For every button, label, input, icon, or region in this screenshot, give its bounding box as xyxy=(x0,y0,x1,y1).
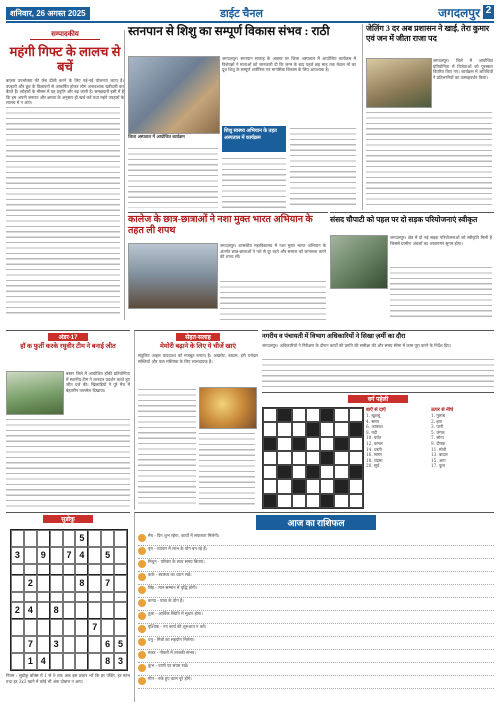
crossword-across-10: 20. सूर्य xyxy=(366,463,380,469)
zodiac-sign-icon xyxy=(138,547,146,555)
zodiac-sign-icon xyxy=(138,638,146,646)
sudoku-cell[interactable]: 5 xyxy=(114,636,127,653)
sudoku-cell[interactable]: 4 xyxy=(24,602,37,619)
sudoku-cell[interactable] xyxy=(63,564,76,575)
transfer-body: जगदलपुर। अधिकारियों ने निरीक्षण के दौरान कार्यों की प्रगति की समीक्षा की और समय सीमा में काम पूरा करने के निर्देश दिए। xyxy=(262,343,452,348)
zodiac-sign-icon xyxy=(138,586,146,594)
sudoku-cell[interactable] xyxy=(11,592,24,603)
right-top-headline: जेलिंग 3 दर अब प्रशासन ने खाई, तेरा कुमार एवं जन में जीता राजा पद xyxy=(366,24,490,43)
zodiac-sign-icon xyxy=(138,612,146,620)
sudoku-cell[interactable] xyxy=(24,547,37,564)
crossword-across-6: 12. कमल xyxy=(366,440,383,446)
horoscope-text: वृश्चिक - नए कार्य की शुरुआत न करें। xyxy=(148,624,207,629)
horoscope-row xyxy=(138,559,494,572)
parliament-text-lines xyxy=(390,265,492,321)
sudoku-cell[interactable] xyxy=(11,619,24,636)
horoscope-text: धनु - मित्रों का सहयोग मिलेगा। xyxy=(148,637,195,642)
crossword-across-1: 1. ख़ुशबू xyxy=(366,413,380,418)
parliament-story xyxy=(330,212,494,323)
sudoku-cell[interactable]: 4 xyxy=(75,547,88,564)
sudoku-cell[interactable] xyxy=(63,592,76,603)
lead-headline: स्तनपान से शिशु का सम्पूर्ण विकास संभव : राठी xyxy=(128,24,330,38)
sudoku-cell[interactable]: 2 xyxy=(24,575,37,592)
crossword-down-10: 17. फूल xyxy=(431,463,446,469)
sudoku-cell[interactable] xyxy=(11,575,24,592)
sudoku-title: सुडोकु xyxy=(43,515,93,523)
sudoku-cell[interactable] xyxy=(63,602,76,619)
sudoku-cell[interactable]: 3 xyxy=(11,547,24,564)
sudoku-cell[interactable] xyxy=(75,619,88,636)
zodiac-sign-icon xyxy=(138,599,146,607)
health-section xyxy=(134,330,258,510)
horoscope-text: कर्क - स्वास्थ्य का ध्यान रखें। xyxy=(148,572,192,577)
sudoku-cell[interactable] xyxy=(63,575,76,592)
crossword-across-9: 18. चंद्रमा xyxy=(366,457,383,463)
sudoku-cell[interactable] xyxy=(50,592,63,603)
horoscope-section xyxy=(134,512,494,702)
sudoku-cell[interactable] xyxy=(114,592,127,603)
sudoku-cell[interactable] xyxy=(63,636,76,653)
parliament-photo xyxy=(330,235,388,289)
sudoku-cell[interactable] xyxy=(37,564,50,575)
sudoku-cell[interactable]: 1 xyxy=(24,653,37,670)
lead-text-lines-a xyxy=(128,146,218,208)
crossword-section xyxy=(262,392,494,511)
sudoku-cell[interactable] xyxy=(75,592,88,603)
horoscope-row xyxy=(138,650,494,663)
lead-body: जगदलपुर। स्तनपान सप्ताह के अवसर पर जिला अस्पताल में आयोजित कार्यक्रम में विशेषज्ञों ने माताओं को जानकारी दी कि जन्म के बाद पहले छह माह तक केवल माँ का दूध शिशु के सम्पूर्ण शारीरिक एवं मानसिक विकास के लिए आवश्यक है। xyxy=(222,56,356,73)
horoscope-row xyxy=(138,533,494,546)
crossword-across-7: 14. धरती xyxy=(366,446,382,452)
crossword-down-5: 7. सोना xyxy=(431,435,444,441)
sports-label: अंडर-17 xyxy=(48,333,88,341)
college-text-lines xyxy=(220,279,326,321)
sudoku-cell[interactable] xyxy=(11,564,24,575)
sudoku-cell[interactable] xyxy=(88,564,101,575)
crossword-across-5: 10. पर्वत xyxy=(366,435,382,441)
crossword-down-7: 11. मोती xyxy=(431,446,447,452)
college-story xyxy=(128,212,328,323)
sports-text-lines xyxy=(6,417,130,509)
sudoku-cell[interactable] xyxy=(63,619,76,636)
sudoku-cell[interactable]: 7 xyxy=(88,619,101,636)
sudoku-cell[interactable] xyxy=(101,619,114,636)
sudoku-cell[interactable] xyxy=(88,602,101,619)
sudoku-cell[interactable] xyxy=(101,530,114,547)
sudoku-cell[interactable] xyxy=(50,564,63,575)
crossword-across-2: 4. समय xyxy=(366,418,380,424)
right-top-photo xyxy=(366,58,432,108)
crossword-clues xyxy=(366,407,494,507)
transfer-headline: नगरीय व पंचायती में विभाग अधिकारियों ने सिखा ज़र्मी का दौरा xyxy=(262,333,406,340)
transfer-text-lines xyxy=(262,357,494,389)
sudoku-cell[interactable] xyxy=(114,575,127,592)
parliament-headline: संसद चौपाटी को पहल पर दो सड़क परियोजनाएं स्वीकृत xyxy=(330,215,478,224)
lead-photo xyxy=(128,56,220,134)
horoscope-text: मकर - नौकरी में तरक्की संभव। xyxy=(148,650,196,655)
sudoku-cell[interactable] xyxy=(37,602,50,619)
crossword-down-9: 15. आग xyxy=(431,457,446,463)
right-top-story xyxy=(362,24,494,210)
crossword-across-3: 6. आकाश xyxy=(366,424,383,430)
health-headline: मेमोरी बढ़ाने के लिए ये चीजें खाएं xyxy=(160,343,236,350)
lead-story xyxy=(128,24,358,210)
crossword-down-6: 9. दीपक xyxy=(431,440,446,446)
sudoku-cell[interactable]: 3 xyxy=(114,653,127,670)
editorial-text-lines xyxy=(6,105,120,315)
zodiac-sign-icon xyxy=(138,677,146,685)
sudoku-cell[interactable] xyxy=(114,530,127,547)
sudoku-cell[interactable]: 8 xyxy=(75,575,88,592)
sudoku-cell[interactable] xyxy=(101,564,114,575)
sports-section xyxy=(6,330,130,511)
sudoku-cell[interactable] xyxy=(24,592,37,603)
crossword-grid[interactable] xyxy=(262,407,364,509)
right-top-text-lines xyxy=(366,110,492,208)
horoscope-text: सिंह - मान-सम्मान में वृद्धि होगी। xyxy=(148,585,198,590)
horoscope-text: वृष - व्यापार में लाभ के योग बन रहे हैं। xyxy=(148,546,208,551)
sudoku-cell[interactable] xyxy=(114,547,127,564)
sudoku-cell[interactable]: 7 xyxy=(24,636,37,653)
crossword-down-3: 3. पानी xyxy=(431,424,444,430)
horoscope-list xyxy=(138,533,494,689)
crossword-down-2: 2. हवा xyxy=(431,418,442,424)
sudoku-cell[interactable]: 8 xyxy=(101,653,114,670)
editorial-label: सम्पादकीय xyxy=(30,30,100,40)
zodiac-sign-icon xyxy=(138,625,146,633)
crossword-down-title: ऊपर से नीचे xyxy=(431,407,454,413)
page-number: 2 xyxy=(483,5,494,19)
crossword-down-4: 5. जंगल xyxy=(431,429,445,435)
horoscope-title: आज का राशिफल xyxy=(256,515,376,530)
sudoku-cell[interactable] xyxy=(50,619,63,636)
horoscope-row xyxy=(138,637,494,650)
crossword-across-title: बाएँ से दाएँ xyxy=(366,407,386,413)
lead-text-lines-b xyxy=(290,126,356,208)
editorial-body: बाज़ार उपभोक्ता की जेब ढीली करने के लिए नई-नई योजनाएं लाता है। उपहारों और छूट के विज्ञापनों से आकर्षित होकर लोग अनावश्यक खरीदारी कर बैठते हैं। त्योहारों के मौसम में यह प्रवृत्ति और बढ़ जाती है। समझदारी इसी में है कि हम अपनी ज़रूरत और क्षमता के अनुसार ही खर्च करें तथा महंगे उपहारों के लालच में न आएं। xyxy=(6,78,124,106)
college-body: जगदलपुर। शासकीय महाविद्यालय में नशा मुक्त भारत अभियान के अंतर्गत छात्र-छात्राओं ने नशे से दूर रहने और समाज को जागरूक करने की शपथ ली। xyxy=(220,243,326,260)
sudoku-cell[interactable] xyxy=(24,530,37,547)
sudoku-cell[interactable] xyxy=(88,530,101,547)
sudoku-cell[interactable] xyxy=(63,530,76,547)
sudoku-cell[interactable] xyxy=(88,636,101,653)
health-label: सेहत-सलाह xyxy=(176,333,220,341)
sudoku-cell[interactable]: 7 xyxy=(101,575,114,592)
sudoku-cell[interactable] xyxy=(37,530,50,547)
horoscope-row xyxy=(138,546,494,559)
sudoku-cell[interactable] xyxy=(75,602,88,619)
sudoku-cell[interactable] xyxy=(88,653,101,670)
sudoku-cell[interactable] xyxy=(88,575,101,592)
sudoku-cell[interactable] xyxy=(101,602,114,619)
sudoku-cell[interactable]: 5 xyxy=(75,530,88,547)
sudoku-cell[interactable] xyxy=(24,619,37,636)
horoscope-text: मिथुन - परिवार के साथ समय बिताएं। xyxy=(148,559,205,564)
sudoku-cell[interactable] xyxy=(11,653,24,670)
editorial-column xyxy=(6,30,125,320)
horoscope-row xyxy=(138,572,494,585)
horoscope-row xyxy=(138,624,494,637)
sudoku-cell[interactable] xyxy=(114,602,127,619)
college-headline: कालेज के छात्र-छात्राओं ने नशा मुक्त भारत अभियान के तहत ली शपथ xyxy=(128,215,313,236)
sudoku-cell[interactable]: 3 xyxy=(50,636,63,653)
horoscope-text: कुंभ - वाणी पर संयम रखें। xyxy=(148,663,189,668)
sudoku-grid[interactable] xyxy=(10,529,128,671)
sudoku-cell[interactable] xyxy=(50,530,63,547)
health-photo xyxy=(199,387,257,429)
sudoku-cell[interactable] xyxy=(101,592,114,603)
sudoku-cell[interactable]: 7 xyxy=(63,547,76,564)
sudoku-cell[interactable] xyxy=(37,619,50,636)
sudoku-cell[interactable] xyxy=(11,636,24,653)
sudoku-cell[interactable] xyxy=(75,653,88,670)
sudoku-cell[interactable] xyxy=(37,592,50,603)
sudoku-cell[interactable]: 9 xyxy=(37,547,50,564)
sudoku-cell[interactable] xyxy=(37,575,50,592)
sports-body: बस्तर जिले में आयोजित हॉकी प्रतियोगिता में स्थानीय टीम ने शानदार प्रदर्शन करते हुए जीत दर्ज की। खिलाड़ियों ने पूरे मैच में बेहतरीन तालमेल दिखाया। xyxy=(66,371,130,393)
sudoku-cell[interactable] xyxy=(114,564,127,575)
sudoku-cell[interactable]: 6 xyxy=(101,636,114,653)
sports-headline: हॉ क फुर्ती करके रघुवीर टीम ने बनाई जीत xyxy=(20,343,116,350)
sudoku-cell[interactable]: 5 xyxy=(101,547,114,564)
channel-name: डाईट चैनल xyxy=(220,8,263,20)
sudoku-cell[interactable] xyxy=(88,592,101,603)
sudoku-cell[interactable]: 4 xyxy=(37,653,50,670)
sudoku-cell[interactable] xyxy=(88,547,101,564)
zodiac-sign-icon xyxy=(138,534,146,542)
horoscope-text: मीन - रुके हुए काम पूरे होंगे। xyxy=(148,676,192,681)
crossword-down-8: 13. बादल xyxy=(431,452,448,458)
sudoku-rule: नियम : सुडोकु बॉक्स में 1 से 9 तक अंक इस प्रकार भरें कि हर पंक्ति, हर स्तंभ तथा हर 3x3 खाने में कोई भी अंक दोबारा न आए। xyxy=(6,673,130,684)
sudoku-cell[interactable] xyxy=(114,619,127,636)
college-photo xyxy=(128,243,218,309)
transfer-story xyxy=(262,330,494,391)
health-text-lines-a xyxy=(138,387,196,507)
horoscope-row xyxy=(138,676,494,689)
paper-name: जगदलपुर xyxy=(438,6,480,20)
editorial-title: महंगी गिफ्ट के लालच से बचें xyxy=(9,44,121,74)
sudoku-cell[interactable]: 8 xyxy=(50,602,63,619)
health-body: संतुलित आहार याददाश्त को मजबूत बनाता है। अखरोट, बादाम, हरी पत्तेदार सब्जियाँ और फल मस्तिष्क के लिए लाभदायक हैं। xyxy=(138,353,258,364)
crossword-down-1: 1. गुलाब xyxy=(431,413,445,418)
crossword-across-4: 8. नदी xyxy=(366,429,377,435)
zodiac-sign-icon xyxy=(138,560,146,568)
health-text-lines-b xyxy=(199,431,255,507)
zodiac-sign-icon xyxy=(138,664,146,672)
zodiac-sign-icon xyxy=(138,651,146,659)
right-top-body: जगदलपुर। जिले में आयोजित प्रतियोगिता में विजेताओं को पुरस्कार वितरित किए गए। कार्यक्रम में अतिथियों ने प्रतिभागियों का उत्साहवर्धन किया। xyxy=(433,58,493,80)
sudoku-cell[interactable] xyxy=(24,564,37,575)
horoscope-row xyxy=(138,663,494,676)
sudoku-cell[interactable] xyxy=(50,547,63,564)
issue-date: शनिवार, 26 अगस्त 2025 xyxy=(6,7,90,20)
horoscope-text: मेष - दिन शुभ रहेगा, कार्यों में सफलता मिलेगी। xyxy=(148,533,220,538)
lead-text-lines-c xyxy=(222,156,286,208)
sudoku-cell[interactable] xyxy=(37,636,50,653)
horoscope-row xyxy=(138,611,494,624)
horoscope-row xyxy=(138,598,494,611)
lead-photo-caption: जिला अस्पताल में आयोजित कार्यक्रम xyxy=(128,134,185,139)
horoscope-text: कन्या - यात्रा के योग हैं। xyxy=(148,598,184,603)
sudoku-section xyxy=(6,512,130,703)
sudoku-cell[interactable] xyxy=(11,530,24,547)
crossword-title: वर्ग पहेली xyxy=(348,395,408,403)
sports-photo xyxy=(6,371,64,415)
zodiac-sign-icon xyxy=(138,573,146,581)
crossword-across-8: 16. सागर xyxy=(366,452,382,458)
sudoku-cell[interactable]: 2 xyxy=(11,602,24,619)
lead-callout: शिशु स्वस्थ्य अभियान के तहत अस्पताल में कार्यक्रम xyxy=(222,126,286,152)
page-header xyxy=(6,5,494,23)
horoscope-row xyxy=(138,585,494,598)
sudoku-cell[interactable] xyxy=(63,653,76,670)
sudoku-cell[interactable] xyxy=(75,564,88,575)
horoscope-text: तुला - आर्थिक स्थिति में सुधार होगा। xyxy=(148,611,203,616)
sudoku-cell[interactable] xyxy=(50,653,63,670)
sudoku-cell[interactable] xyxy=(75,636,88,653)
parliament-body: जगदलपुर। क्षेत्र में दो नई सड़क परियोजनाओं को स्वीकृति मिली है जिससे ग्रामीण अंचलों का आवागमन सुगम होगा। xyxy=(390,235,492,246)
sudoku-cell[interactable] xyxy=(50,575,63,592)
